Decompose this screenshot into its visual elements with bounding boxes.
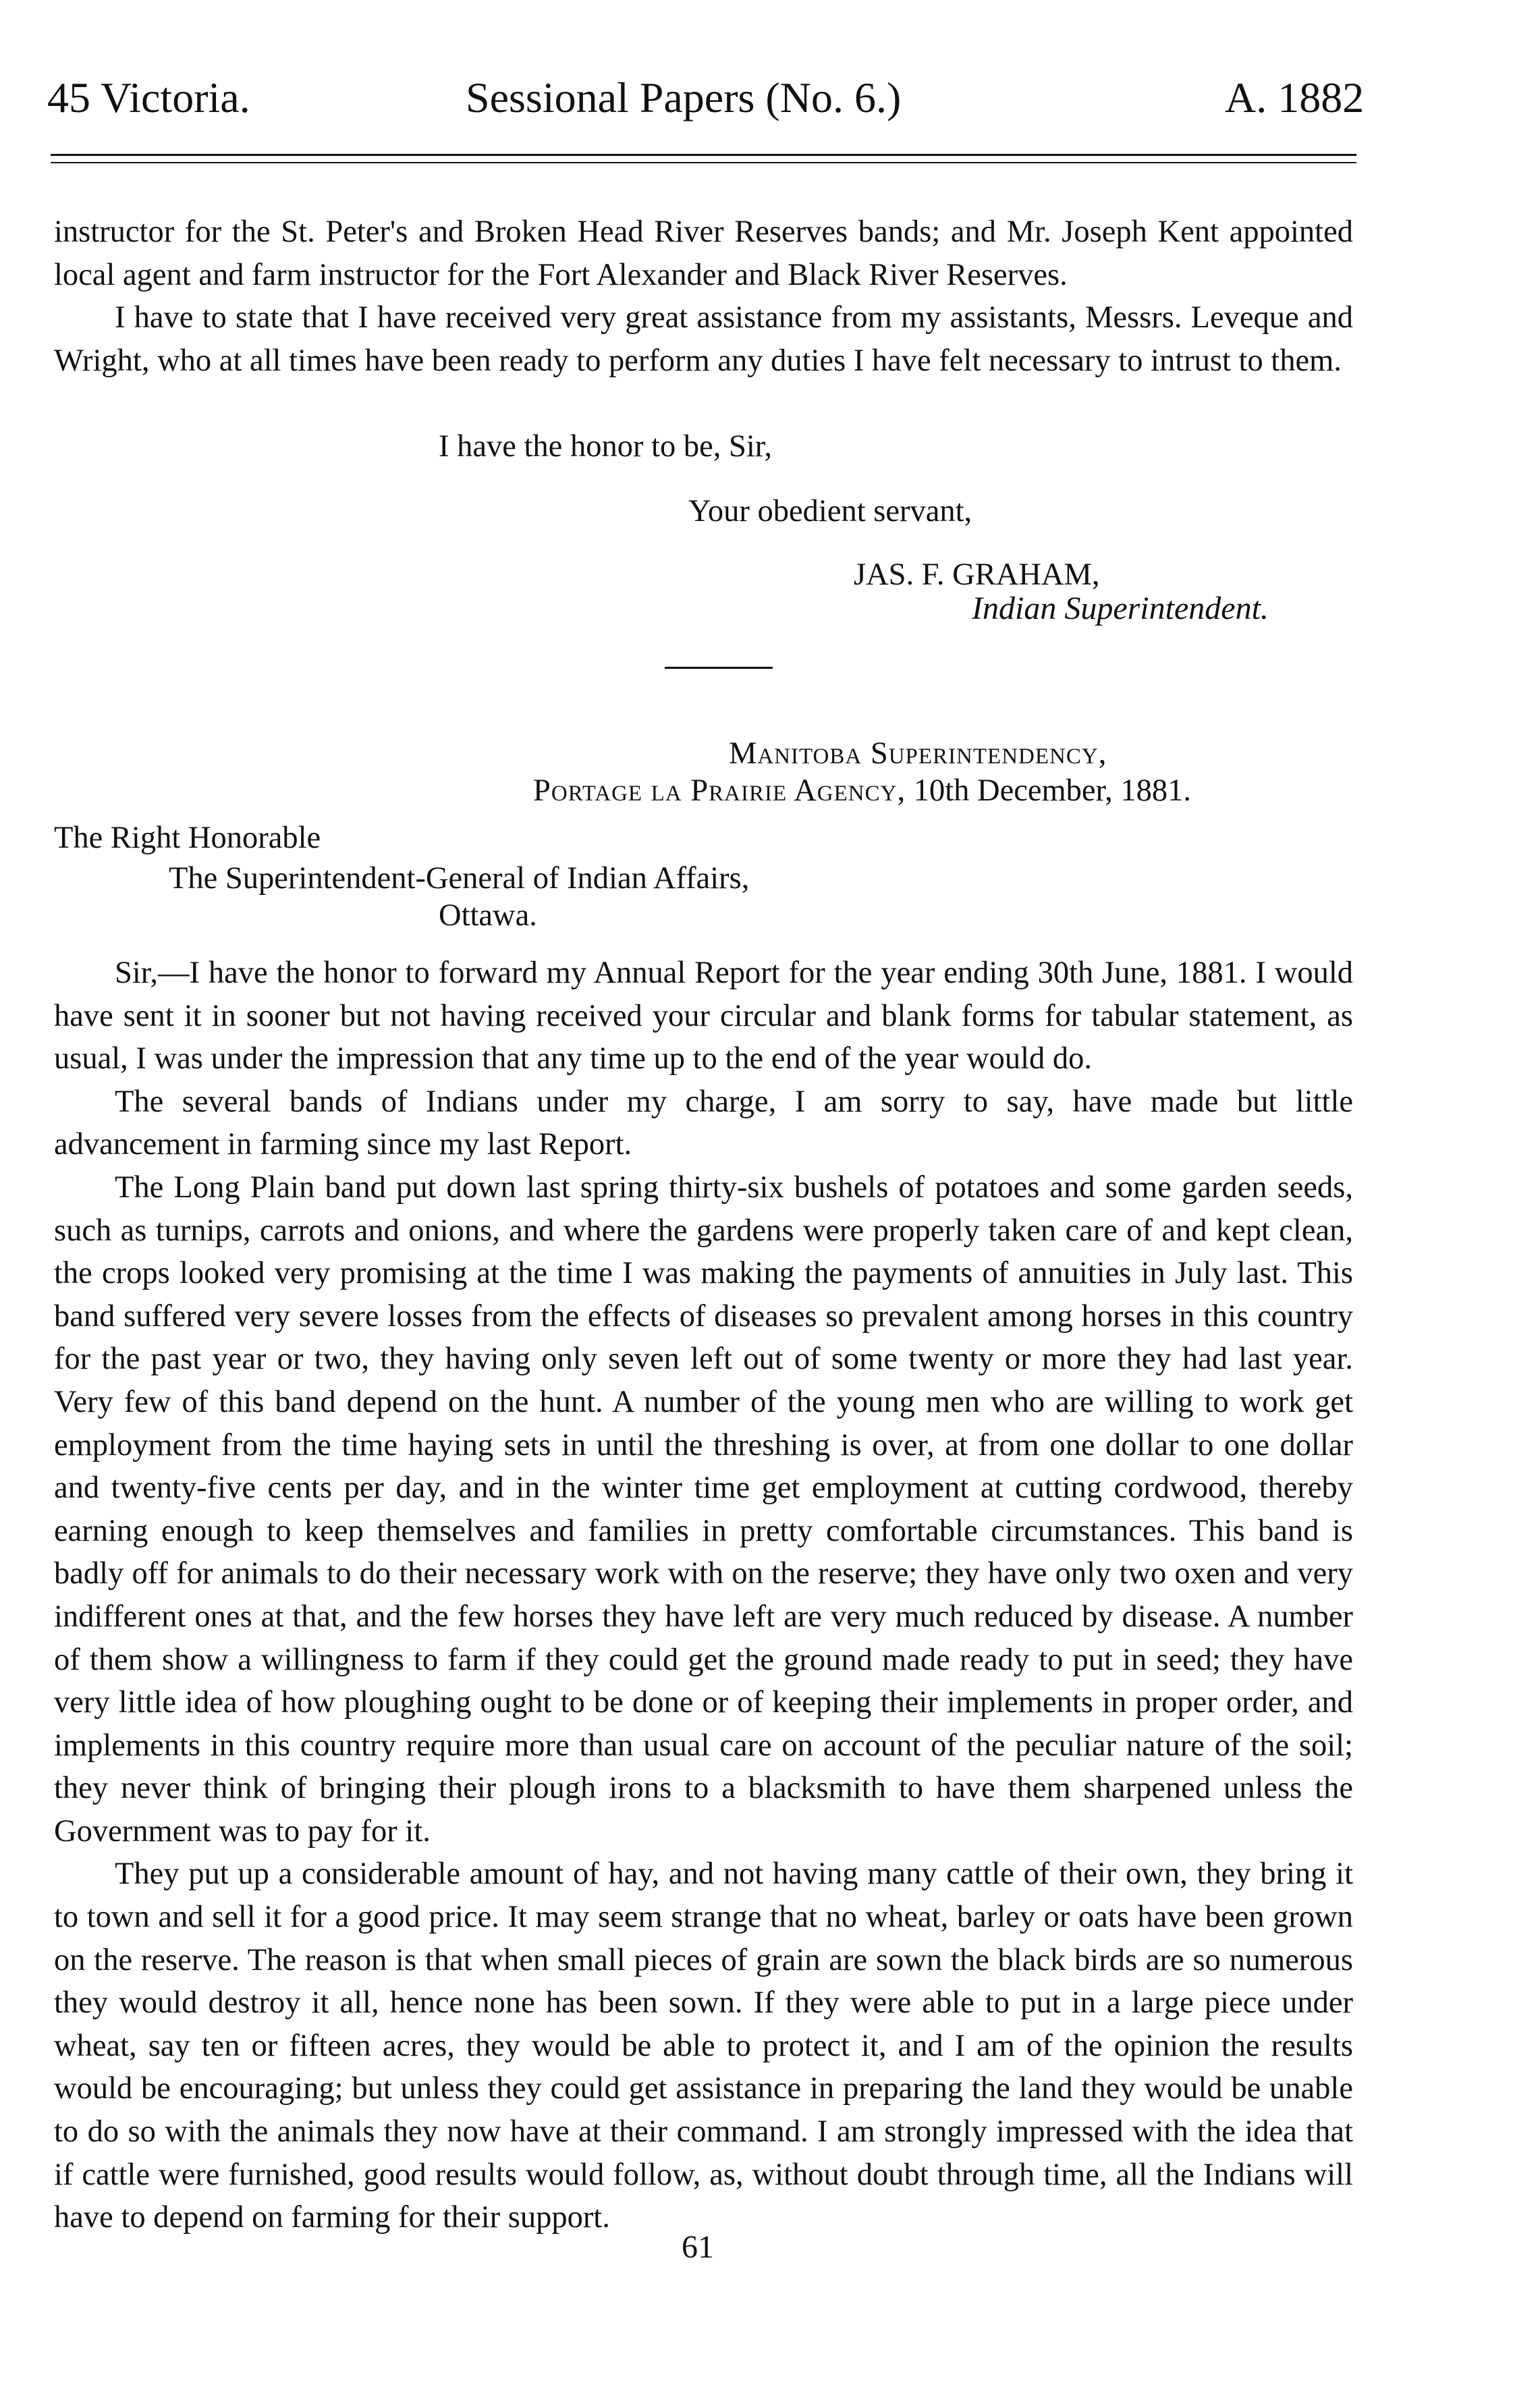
signature-title: Indian Superintendent. [972, 591, 1269, 626]
dateline-agency [533, 769, 1191, 813]
addressee-line-2: The Superintendent-General of Indian Affairs, [169, 861, 750, 896]
paragraph: They put up a considerable amount of hay, and not having many cattle of their own, they bring it to town and sell it for a good price. It may seem strange that no wheat, barley or oats have been grown on the reserve. The reason is that when small pieces of grain are sown the black birds are so numerous they would destroy it all, hence none has been sown. If they were able to put in a large piece under wheat, say ten or fifteen acres, they would be able to protect it, and I am of the opinion the results would be encouraging; but unless they could get assistance in preparing the land they would be unable to do so with the animals they now have at their command. I am strongly impressed with the idea that if cattle were furnished, good results would follow, as, without doubt through time, all the Indians will have to depend on farming for their support. [54, 1857, 1353, 2235]
agency-name: Portage la Prairie Agency, [533, 773, 906, 808]
dateline-date: 10th December, 1881. [913, 773, 1192, 808]
header-rule-thick [51, 154, 1356, 156]
paragraph: The several bands of Indians under my charge, I am sorry to say, have made but little advancement in farming since my last Report. [54, 1084, 1353, 1162]
signature-name: JAS. F. GRAHAM, [854, 557, 1100, 592]
header-title: Sessional Papers (No. 6.) [466, 74, 902, 121]
dateline-superintendency: Manitoba Superintendency, [729, 736, 1107, 771]
addressee-line-3: Ottawa. [439, 898, 537, 933]
addressee-line-1: The Right Honorable [54, 821, 321, 855]
paragraph: Sir,—I have the honor to forward my Annual Report for the year ending 30th June, 1881. I would have sent it in sooner but not having received your circular and blank forms for tabular statement, as usual, I was under the impression that any time up to the end of the year would do. [54, 956, 1353, 1076]
annual-report-body [54, 952, 1353, 2239]
closing-salutation: I have the honor to be, Sir, [439, 429, 773, 464]
section-divider [665, 667, 773, 669]
paragraph: instructor for the St. Peter's and Broken Head River Reserves bands; and Mr. Joseph Kent appointed local agent and farm instructor for the Fort Alexander and Black River Reserves. [54, 215, 1353, 292]
header-rule-thin [51, 162, 1356, 163]
page-number: 61 [682, 2229, 714, 2265]
paragraph: The Long Plain band put down last spring thirty-six bushels of potatoes and some garden seeds, such as turnips, carrots and onions, and where the gardens were properly taken care of and kept clean, the crops looked very promising at the time I was making the payments of annuities in July last. This band suffered very severe losses from the effects of diseases so prevalent among horses in this country for the past year or two, they having only seven left out of some twenty or more they had last year. Very few of this band depend on the hunt. A number of the young men who are willing to work get employment from the time haying sets in until the threshing is over, at from one dollar to one dollar and twenty-five cents per day, and in the winter time get employment at cutting cordwood, thereby earning enough to keep themselves and families in pretty comfortable circumstances. This band is badly off for animals to do their necessary work with on the reserve; they have only two oxen and very indifferent ones at that, and the few horses they have left are very much reduced by disease. A number of them show a willingness to farm if they could get the ground made ready to put in seed; they have very little idea of how ploughing ought to be done or of keeping their implements in proper order, and implements in this country require more than usual care on account of the peculiar nature of the soil; they never think of bringing their plough irons to a blacksmith to have them sharpened unless the Government was to pay for it. [54, 1170, 1353, 1849]
letter-continuation [54, 211, 1353, 382]
running-header [47, 67, 1365, 128]
header-year: A. 1882 [1225, 74, 1365, 121]
closing-servant: Your obedient servant, [688, 494, 972, 528]
paragraph: I have to state that I have received very great assistance from my assistants, Messrs. Leveque and Wright, who at all times have been ready to perform any duties I have felt necessary to intrust to them. [54, 300, 1353, 378]
header-volume: 45 Victoria. [47, 74, 250, 121]
